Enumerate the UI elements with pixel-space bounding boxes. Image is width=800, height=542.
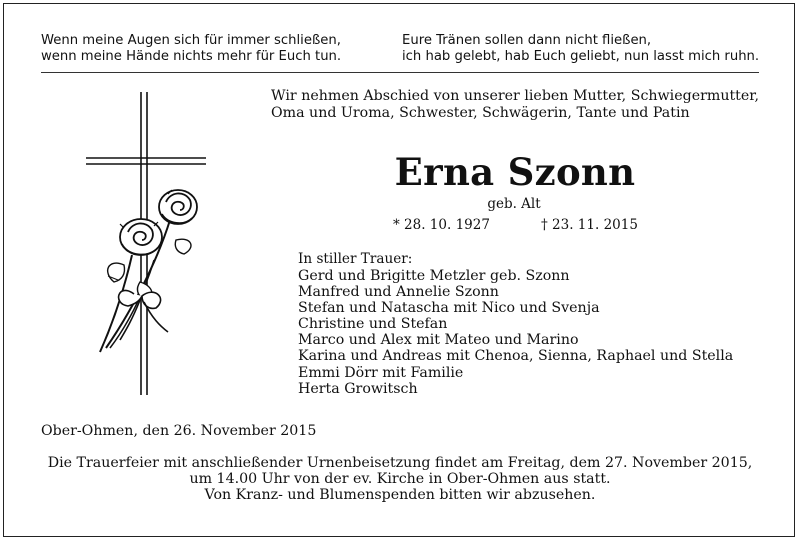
list-item: Herta Growitsch bbox=[298, 380, 418, 397]
notice-line: Von Kranz- und Blumenspenden bitten wir abzusehen. bbox=[204, 487, 596, 504]
list-item: Marco und Alex mit Mateo und Marino bbox=[298, 332, 579, 349]
list-item: Emmi Dörr mit Familie bbox=[298, 364, 464, 381]
birth-date: * 28. 10. 1927 bbox=[393, 217, 490, 233]
list-item: Stefan und Natascha mit Nico und Svenja bbox=[298, 300, 600, 317]
poem-line: Eure Tränen sollen dann nicht fließen, bbox=[402, 33, 652, 48]
divider bbox=[41, 72, 759, 73]
list-item: Karina und Andreas mit Chenoa, Sienna, Raphael und Stella bbox=[298, 348, 734, 365]
list-item: Gerd und Brigitte Metzler geb. Szonn bbox=[298, 268, 570, 284]
poem-line: Wenn meine Augen sich für immer schließen, bbox=[41, 33, 341, 48]
poem-line: wenn meine Hände nichts mehr für Euch tun. bbox=[41, 48, 342, 64]
deceased-name: Erna Szonn bbox=[394, 150, 636, 194]
mourners-list bbox=[298, 268, 733, 397]
intro-text: Wir nehmen Abschied von unserer lieben Mutter, Schwiegermutter, Oma und Uroma, Schwester, Schwägerin, Tante und Patin bbox=[271, 88, 759, 121]
poem-left bbox=[41, 33, 341, 64]
list-item: Christine und Stefan bbox=[298, 316, 448, 333]
funeral-notice bbox=[41, 455, 759, 504]
poem-line: ich hab gelebt, hab Euch geliebt, nun lasst mich ruhn. bbox=[402, 48, 760, 64]
maiden-name: geb. Alt bbox=[487, 196, 541, 212]
death-date: † 23. 11. 2015 bbox=[541, 217, 638, 233]
place-date: Ober-Ohmen, den 26. November 2015 bbox=[41, 423, 317, 439]
mourners-heading: In stiller Trauer: bbox=[298, 251, 413, 267]
poem-right bbox=[402, 33, 759, 64]
notice-line: um 14.00 Uhr von der ev. Kirche in Ober-Ohmen aus statt. bbox=[189, 471, 611, 488]
notice-line: Die Trauerfeier mit anschließender Urnenbeisetzung findet am Freitag, dem 27. November 2015, bbox=[47, 455, 753, 471]
list-item: Manfred und Annelie Szonn bbox=[298, 284, 499, 301]
cross-with-roses-icon bbox=[84, 90, 214, 410]
